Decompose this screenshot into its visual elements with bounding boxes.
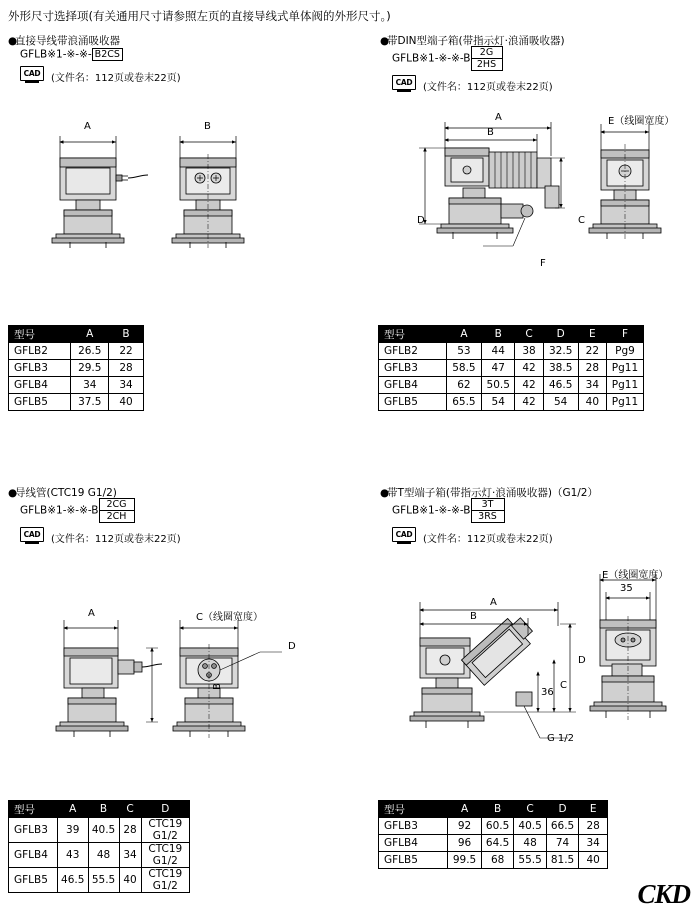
cell-a: 46.5 <box>57 868 88 893</box>
cell-a: 53 <box>446 343 481 360</box>
cell-c: 40.5 <box>514 818 546 835</box>
table-header-row <box>379 801 608 818</box>
figure-1-dim-B: B <box>204 121 211 132</box>
figure-2-dim-A: A <box>495 112 502 123</box>
th-b: B <box>88 801 119 818</box>
cell-model: GFLB3 <box>9 818 58 843</box>
section-4-cad-note: (文件名：112页或卷末22页) <box>423 533 553 545</box>
th-c: C <box>515 326 543 343</box>
section-3-code-box-2: 2CH <box>99 511 135 523</box>
cad-icon: CAD <box>20 66 46 86</box>
cell-e: 34 <box>578 377 606 394</box>
figure-2-dim-D: D <box>417 215 425 226</box>
cell-d: 46.5 <box>543 377 578 394</box>
figure-1-drawing <box>50 118 340 268</box>
table-section-3 <box>8 800 190 893</box>
cell-d: 32.5 <box>543 343 578 360</box>
figure-3-dim-C: C（线圈宽度） <box>196 612 263 623</box>
bullet-icon: ● <box>380 487 390 499</box>
cell-c: 38 <box>515 343 543 360</box>
cell-a: 96 <box>448 835 482 852</box>
th-a: A <box>448 801 482 818</box>
figure-4-dim-G: G 1/2 <box>547 733 575 744</box>
cell-c: 48 <box>514 835 546 852</box>
figure-1-dim-A: A <box>84 121 91 132</box>
cell-b: 34 <box>109 377 144 394</box>
section-1-cad-note: (文件名：112页或卷末22页) <box>51 72 181 84</box>
cell-d: 74 <box>546 835 578 852</box>
bullet-icon: ● <box>380 35 390 47</box>
section-3-cad-note: (文件名：112页或卷末22页) <box>51 533 181 545</box>
cell-f: Pg11 <box>606 394 643 411</box>
th-model: 型号 <box>9 801 58 818</box>
cell-b: 44 <box>482 343 515 360</box>
cell-c: 42 <box>515 394 543 411</box>
cell-a: 99.5 <box>448 852 482 869</box>
section-2-cad <box>392 75 553 95</box>
figure-4-drawing <box>400 560 695 760</box>
bullet-icon: ● <box>8 487 18 499</box>
cell-a: 37.5 <box>71 394 109 411</box>
th-a: A <box>446 326 481 343</box>
table-row <box>9 343 144 360</box>
cad-icon: CAD <box>392 527 418 547</box>
section-4-code: GFLB※1-※-※-B $\frac{3T}{3RS}$ <box>392 498 505 523</box>
section-2-code-box-2: 2HS <box>471 59 503 71</box>
figure-3-dim-D: D <box>288 641 296 652</box>
th-c: C <box>514 801 546 818</box>
th-b: B <box>482 326 515 343</box>
table-section-1 <box>8 325 144 411</box>
cell-f: Pg9 <box>606 343 643 360</box>
table-header-row <box>9 326 144 343</box>
cell-d: CTC19 G1/2 <box>141 843 189 868</box>
th-d: D <box>141 801 189 818</box>
table-row <box>9 394 144 411</box>
th-e: E <box>578 326 606 343</box>
cell-d: CTC19 G1/2 <box>141 818 189 843</box>
table-section-4 <box>378 800 608 869</box>
section-1-cad <box>20 66 181 86</box>
table-row <box>379 394 644 411</box>
th-model: 型号 <box>9 326 71 343</box>
section-3-code-box-1: 2CG <box>99 498 135 511</box>
figure-4-dim-D: D <box>578 655 586 666</box>
figure-4-dim-36: 36 <box>541 687 554 698</box>
bullet-icon: ● <box>8 35 18 47</box>
cell-b: 68 <box>481 852 513 869</box>
cell-d: 54 <box>543 394 578 411</box>
brand-logo: CKD <box>637 879 690 909</box>
page-title: 外形尺寸选择项(有关通用尺寸请参照左页的直接导线式单体阀的外形尺寸。) <box>8 9 391 23</box>
cell-d: CTC19 G1/2 <box>141 868 189 893</box>
cell-c: 55.5 <box>514 852 546 869</box>
figure-2-dim-F: F <box>540 258 546 269</box>
cell-model: GFLB5 <box>9 868 58 893</box>
table-row <box>379 360 644 377</box>
figure-3-dim-A: A <box>88 608 95 619</box>
cell-a: 26.5 <box>71 343 109 360</box>
cell-c: 40 <box>119 868 141 893</box>
cell-model: GFLB4 <box>9 377 71 394</box>
cell-model: GFLB4 <box>379 377 447 394</box>
cell-model: GFLB3 <box>379 818 448 835</box>
cell-f: Pg11 <box>606 360 643 377</box>
cell-e: 34 <box>579 835 608 852</box>
section-2-code: GFLB※1-※-※-B $\frac{2G}{2HS}$ <box>392 46 503 71</box>
cell-e: 28 <box>578 360 606 377</box>
cell-b: 48 <box>88 843 119 868</box>
figure-2-dim-C: C <box>578 215 585 226</box>
th-a: A <box>57 801 88 818</box>
table-header-row <box>379 326 644 343</box>
figure-2-dim-E: E（线圈宽度） <box>608 116 675 127</box>
cell-c: 42 <box>515 377 543 394</box>
figure-2-dim-B: B <box>487 127 494 138</box>
table-row <box>379 835 608 852</box>
cell-model: GFLB2 <box>379 343 447 360</box>
table-section-2 <box>378 325 644 411</box>
cell-a: 43 <box>57 843 88 868</box>
section-4-code-box-1: 3T <box>471 498 505 511</box>
cell-model: GFLB3 <box>9 360 71 377</box>
section-3-cad <box>20 527 181 547</box>
section-1-code: GFLB※1-※-※- B2CS <box>20 48 123 61</box>
th-a: A <box>71 326 109 343</box>
cell-d: 38.5 <box>543 360 578 377</box>
cell-b: 55.5 <box>88 868 119 893</box>
cell-d: 81.5 <box>546 852 578 869</box>
figure-4-dim-B: B <box>470 611 477 622</box>
section-1-title: ●直接导线带浪涌吸收器 <box>8 35 120 47</box>
cell-b: 64.5 <box>481 835 513 852</box>
th-f: F <box>606 326 643 343</box>
section-2-cad-note: (文件名：112页或卷末22页) <box>423 81 553 93</box>
th-model: 型号 <box>379 326 447 343</box>
th-d: D <box>546 801 578 818</box>
table-row <box>379 343 644 360</box>
th-model: 型号 <box>379 801 448 818</box>
table-row <box>9 843 190 868</box>
table-row <box>379 818 608 835</box>
figure-3-dim-B: B <box>212 683 223 690</box>
cell-e: 28 <box>579 818 608 835</box>
cell-model: GFLB5 <box>379 852 448 869</box>
section-4-cad <box>392 527 553 547</box>
cell-f: Pg11 <box>606 377 643 394</box>
cell-e: 40 <box>578 394 606 411</box>
figure-4-dim-C: C <box>560 680 567 691</box>
cell-model: GFLB3 <box>379 360 447 377</box>
th-e: E <box>579 801 608 818</box>
th-b: B <box>109 326 144 343</box>
cell-b: 40.5 <box>88 818 119 843</box>
cell-b: 60.5 <box>481 818 513 835</box>
table-row <box>379 852 608 869</box>
table-row <box>9 818 190 843</box>
cell-c: 28 <box>119 818 141 843</box>
figure-4-dim-A: A <box>490 597 497 608</box>
th-d: D <box>543 326 578 343</box>
cell-a: 65.5 <box>446 394 481 411</box>
cell-b: 40 <box>109 394 144 411</box>
th-c: C <box>119 801 141 818</box>
section-1-code-box: B2CS <box>92 48 123 61</box>
cell-a: 58.5 <box>446 360 481 377</box>
cell-b: 22 <box>109 343 144 360</box>
figure-4-dim-E: E（线圈宽度） <box>602 570 669 581</box>
cell-a: 29.5 <box>71 360 109 377</box>
cell-b: 50.5 <box>482 377 515 394</box>
cell-model: GFLB4 <box>9 843 58 868</box>
cell-d: 66.5 <box>546 818 578 835</box>
table-row <box>9 868 190 893</box>
table-header-row <box>9 801 190 818</box>
cell-c: 34 <box>119 843 141 868</box>
cell-model: GFLB5 <box>9 394 71 411</box>
cad-icon: CAD <box>392 75 418 95</box>
section-3-code: GFLB※1-※-※-B $\frac{2CG}{2CH}$ <box>20 498 135 523</box>
cell-a: 62 <box>446 377 481 394</box>
cell-model: GFLB5 <box>379 394 447 411</box>
cell-c: 42 <box>515 360 543 377</box>
section-4-title: ●带T型端子箱(带指示灯·浪涌吸收器)（G1/2） <box>380 487 598 499</box>
table-row <box>9 377 144 394</box>
cell-a: 92 <box>448 818 482 835</box>
cell-model: GFLB4 <box>379 835 448 852</box>
section-2-code-box-1: 2G <box>471 46 503 59</box>
table-row <box>379 377 644 394</box>
section-3-title: ●导线管(CTC19 G1/2) <box>8 487 117 499</box>
cell-model: GFLB2 <box>9 343 71 360</box>
figure-4-dim-35: 35 <box>620 583 633 594</box>
section-2-title: ●带DIN型端子箱(带指示灯·浪涌吸收器) <box>380 35 565 47</box>
cell-e: 22 <box>578 343 606 360</box>
cell-b: 28 <box>109 360 144 377</box>
cell-a: 39 <box>57 818 88 843</box>
figure-2-drawing <box>405 110 695 275</box>
cell-b: 47 <box>482 360 515 377</box>
figure-3-drawing <box>50 600 340 750</box>
table-row <box>9 360 144 377</box>
cell-a: 34 <box>71 377 109 394</box>
cad-icon: CAD <box>20 527 46 547</box>
cell-e: 40 <box>579 852 608 869</box>
section-4-code-box-2: 3RS <box>471 511 505 523</box>
th-b: B <box>481 801 513 818</box>
cell-b: 54 <box>482 394 515 411</box>
